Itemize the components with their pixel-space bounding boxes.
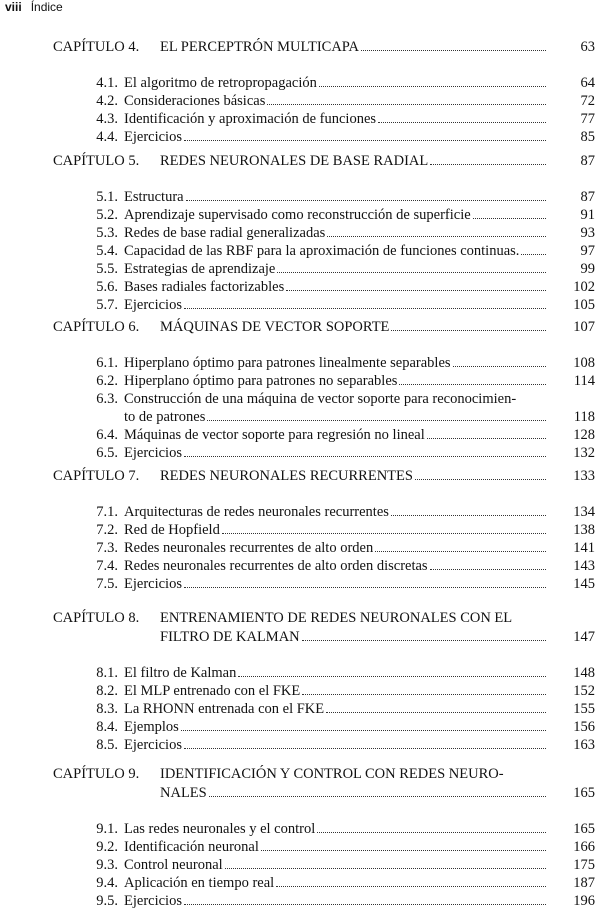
toc-section-entry[interactable]: [0, 278, 600, 296]
section-page-number: 72: [580, 93, 595, 109]
toc-section-entry[interactable]: [0, 892, 600, 910]
section-title: to de patrones: [124, 409, 206, 425]
dot-leader: [326, 712, 546, 713]
dot-leader: [415, 479, 546, 480]
chapter-title: REDES NEURONALES DE BASE RADIAL: [160, 153, 429, 169]
toc-section-entry[interactable]: [0, 444, 600, 462]
toc-section-entry[interactable]: [0, 700, 600, 718]
toc-section-entry[interactable]: [0, 736, 600, 754]
section-title: La RHONN entrenada con el FKE: [124, 701, 325, 717]
section-title-area: [124, 444, 548, 462]
section-title-area: [124, 736, 548, 754]
chapter-page-number: 107: [573, 319, 595, 335]
chapter-entry[interactable]: [0, 784, 600, 802]
section-number: 9.1.: [96, 821, 118, 837]
section-title: Redes neuronales recurrentes de alto orden: [124, 540, 374, 556]
section-number: 5.3.: [96, 225, 118, 241]
section-title: Ejercicios: [124, 893, 182, 909]
section-number: 7.1.: [96, 504, 118, 520]
section-page-number: 187: [573, 875, 595, 891]
section-page-number: 141: [573, 540, 595, 556]
section-page-number: 155: [573, 701, 595, 717]
section-page-number: 102: [573, 279, 595, 295]
dot-leader: [430, 164, 546, 165]
section-number: 9.2.: [96, 839, 118, 855]
toc-section-entry[interactable]: [0, 206, 600, 224]
chapter-page-number: 165: [573, 785, 595, 801]
section-page-number: 114: [573, 373, 595, 389]
section-title-area: [124, 206, 548, 224]
section-title: Máquinas de vector soporte para regresión no lineal: [124, 427, 425, 443]
section-number: 5.4.: [96, 243, 118, 259]
dot-leader: [302, 694, 546, 695]
section-title: Ejercicios: [124, 576, 182, 592]
section-title-area: [124, 408, 548, 426]
section-page-number: 91: [580, 207, 595, 223]
chapter-number: CAPÍTULO 6.: [53, 319, 140, 335]
section-number: 4.2.: [96, 93, 118, 109]
toc-section-entry[interactable]: [0, 539, 600, 557]
section-title-area: [124, 74, 548, 92]
section-title: Estructura: [124, 189, 184, 205]
toc-section-entry[interactable]: [0, 575, 600, 593]
section-title-area: [124, 110, 548, 128]
section-page-number: 156: [573, 719, 595, 735]
dot-leader: [378, 122, 546, 123]
section-title-area: [124, 820, 548, 838]
toc-section-entry[interactable]: [0, 820, 600, 838]
section-title-area: [124, 539, 548, 557]
dot-leader: [276, 886, 546, 887]
section-number: 8.4.: [96, 719, 118, 735]
section-title: Ejercicios: [124, 297, 182, 313]
section-title: Arquitecturas de redes neuronales recurrentes: [124, 504, 389, 520]
section-number: 5.6.: [96, 279, 118, 295]
section-page-number: 152: [573, 683, 595, 699]
toc-section-entry[interactable]: [0, 874, 600, 892]
section-page-number: 99: [580, 261, 595, 277]
toc-section-entry[interactable]: [0, 503, 600, 521]
chapter-title: EL PERCEPTRÓN MULTICAPA: [160, 39, 360, 55]
dot-leader: [184, 904, 546, 905]
section-number: 6.5.: [96, 445, 118, 461]
dot-leader: [327, 236, 546, 237]
section-page-number: 85: [580, 129, 595, 145]
dot-leader: [302, 640, 546, 641]
toc-section-entry[interactable]: [0, 838, 600, 856]
section-title-area: [124, 372, 548, 390]
toc-section-entry[interactable]: [0, 408, 600, 426]
chapter-title: ENTRENAMIENTO DE REDES NEURONALES CON EL: [160, 610, 513, 626]
section-number: 7.5.: [96, 576, 118, 592]
section-title-area: [124, 390, 548, 408]
section-number: 8.2.: [96, 683, 118, 699]
section-number: 4.1.: [96, 75, 118, 91]
section-page-number: 148: [573, 665, 595, 681]
section-title-area: [124, 700, 548, 718]
running-section-title: Índice: [30, 0, 63, 14]
section-number: 6.2.: [96, 373, 118, 389]
section-title: Aprendizaje supervisado como reconstrucción de superficie: [124, 207, 471, 223]
dot-leader: [319, 86, 546, 87]
toc-section-entry[interactable]: [0, 296, 600, 314]
section-title-area: [124, 128, 548, 146]
section-title-area: [124, 278, 548, 296]
section-title-area: [124, 296, 548, 314]
section-title-area: [124, 838, 548, 856]
section-title-area: [124, 856, 548, 874]
chapter-title: MÁQUINAS DE VECTOR SOPORTE: [160, 319, 390, 335]
section-title-area: [124, 575, 548, 593]
toc-section-entry[interactable]: [0, 74, 600, 92]
section-title: Bases radiales factorizables: [124, 279, 285, 295]
section-title: Identificación neuronal: [124, 839, 259, 855]
section-title-area: [124, 260, 548, 278]
section-title: Ejercicios: [124, 445, 182, 461]
chapter-title-area: [160, 318, 548, 336]
section-number: 7.3.: [96, 540, 118, 556]
chapter-page-number: 133: [573, 468, 595, 484]
section-title: Consideraciones básicas: [124, 93, 266, 109]
section-number: 7.4.: [96, 558, 118, 574]
section-number: 4.4.: [96, 129, 118, 145]
chapter-title: REDES NEURONALES RECURRENTES: [160, 468, 413, 484]
toc-section-entry[interactable]: [0, 242, 600, 260]
section-title: Identificación y aproximación de funciones: [124, 111, 377, 127]
section-number: 4.3.: [96, 111, 118, 127]
section-page-number: 143: [573, 558, 595, 574]
section-number: 5.7.: [96, 297, 118, 313]
chapter-title: NALES: [160, 785, 207, 801]
section-number: 8.3.: [96, 701, 118, 717]
section-page-number: 165: [573, 821, 595, 837]
section-page-number: 77: [580, 111, 595, 127]
chapter-title-area: [160, 784, 548, 802]
toc-section-entry[interactable]: [0, 426, 600, 444]
section-page-number: 196: [573, 893, 595, 909]
section-title: El algoritmo de retropropagación: [124, 75, 317, 91]
toc-section-entry[interactable]: [0, 224, 600, 242]
section-page-number: 166: [573, 839, 595, 855]
toc-section-entry[interactable]: [0, 92, 600, 110]
section-title-area: [124, 224, 548, 242]
section-title: Red de Hopfield: [124, 522, 220, 538]
dot-leader: [267, 104, 546, 105]
section-page-number: 132: [573, 445, 595, 461]
chapter-entry[interactable]: [0, 38, 600, 56]
section-page-number: 97: [580, 243, 595, 259]
chapter-entry[interactable]: [0, 467, 600, 485]
section-number: 9.3.: [96, 857, 118, 873]
section-number: 7.2.: [96, 522, 118, 538]
section-title: Control neuronal: [124, 857, 223, 873]
section-number: 6.3.: [96, 391, 118, 407]
dot-leader: [184, 456, 546, 457]
section-title: Las redes neuronales y el control: [124, 821, 316, 837]
toc-section-entry[interactable]: [0, 260, 600, 278]
dot-leader: [473, 218, 546, 219]
dot-leader: [361, 50, 546, 51]
chapter-title: IDENTIFICACIÓN Y CONTROL CON REDES NEURO-: [160, 766, 504, 782]
dot-leader: [184, 748, 546, 749]
section-page-number: 87: [580, 189, 595, 205]
chapter-title-area: [160, 609, 548, 627]
dot-leader: [181, 730, 546, 731]
section-title-area: [124, 354, 548, 372]
toc-section-entry[interactable]: [0, 856, 600, 874]
chapter-entry[interactable]: [0, 152, 600, 170]
section-title: Hiperplano óptimo para patrones linealmente separables: [124, 355, 451, 371]
section-title: Hiperplano óptimo para patrones no separables: [124, 373, 398, 389]
section-page-number: 163: [573, 737, 595, 753]
section-number: 5.5.: [96, 261, 118, 277]
section-title-area: [124, 188, 548, 206]
dot-leader: [391, 330, 546, 331]
dot-leader: [184, 587, 546, 588]
chapter-page-number: 147: [573, 629, 595, 645]
section-number: 6.1.: [96, 355, 118, 371]
section-page-number: 145: [573, 576, 595, 592]
section-number: 8.5.: [96, 737, 118, 753]
section-title: Construcción de una máquina de vector soporte para reconocimien-: [124, 391, 517, 407]
section-title: Redes neuronales recurrentes de alto orden discretas: [124, 558, 428, 574]
section-title: Ejercicios: [124, 129, 182, 145]
dot-leader: [375, 551, 546, 552]
chapter-title-area: [160, 765, 548, 783]
dot-leader: [207, 420, 546, 421]
dot-leader: [222, 533, 546, 534]
section-number: 9.4.: [96, 875, 118, 891]
dot-leader: [430, 569, 546, 570]
dot-leader: [521, 254, 546, 255]
section-title: Capacidad de las RBF para la aproximación de funciones continuas.: [124, 243, 520, 259]
toc-section-entry[interactable]: [0, 682, 600, 700]
section-title-area: [124, 874, 548, 892]
chapter-number: CAPÍTULO 4.: [53, 39, 140, 55]
chapter-number: CAPÍTULO 9.: [53, 766, 140, 782]
toc-section-entry[interactable]: [0, 718, 600, 736]
chapter-entry[interactable]: [0, 765, 600, 783]
chapter-page-number: 63: [580, 39, 595, 55]
section-title: Estrategias de aprendizaje: [124, 261, 276, 277]
toc-section-entry[interactable]: [0, 128, 600, 146]
toc-section-entry[interactable]: [0, 372, 600, 390]
section-page-number: 64: [580, 75, 595, 91]
dot-leader: [261, 850, 546, 851]
section-page-number: 93: [580, 225, 595, 241]
dot-leader: [286, 290, 546, 291]
toc-section-entry[interactable]: [0, 521, 600, 539]
dot-leader: [184, 140, 546, 141]
section-page-number: 134: [573, 504, 595, 520]
dot-leader: [453, 366, 546, 367]
section-title-area: [124, 682, 548, 700]
section-title: Aplicación en tiempo real: [124, 875, 275, 891]
chapter-entry[interactable]: [0, 318, 600, 336]
section-page-number: 128: [573, 427, 595, 443]
section-title: Ejemplos: [124, 719, 179, 735]
toc-section-entry[interactable]: [0, 664, 600, 682]
chapter-title-area: [160, 467, 548, 485]
dot-leader: [184, 308, 546, 309]
section-page-number: 118: [573, 409, 595, 425]
section-number: 5.2.: [96, 207, 118, 223]
section-title-area: [124, 521, 548, 539]
toc-section-entry[interactable]: [0, 390, 600, 408]
section-title: Ejercicios: [124, 737, 182, 753]
section-title-area: [124, 503, 548, 521]
dot-leader: [391, 515, 546, 516]
dot-leader: [427, 438, 546, 439]
section-title-area: [124, 892, 548, 910]
section-title: El MLP entrenado con el FKE: [124, 683, 301, 699]
chapter-number: CAPÍTULO 5.: [53, 153, 140, 169]
chapter-number: CAPÍTULO 7.: [53, 468, 140, 484]
chapter-title: FILTRO DE KALMAN: [160, 629, 300, 645]
section-page-number: 108: [573, 355, 595, 371]
section-title-area: [124, 557, 548, 575]
dot-leader: [399, 384, 546, 385]
section-page-number: 138: [573, 522, 595, 538]
section-title-area: [124, 426, 548, 444]
dot-leader: [238, 676, 546, 677]
chapter-title-area: [160, 38, 548, 56]
chapter-title-area: [160, 152, 548, 170]
toc-section-entry[interactable]: [0, 188, 600, 206]
section-number: 9.5.: [96, 893, 118, 909]
chapter-entry[interactable]: [0, 609, 600, 627]
page-number: viii: [5, 0, 22, 14]
chapter-entry[interactable]: [0, 628, 600, 646]
chapter-number: CAPÍTULO 8.: [53, 610, 140, 626]
section-number: 6.4.: [96, 427, 118, 443]
dot-leader: [186, 200, 546, 201]
section-number: 8.1.: [96, 665, 118, 681]
dot-leader: [317, 832, 546, 833]
toc-section-entry[interactable]: [0, 110, 600, 128]
section-title-area: [124, 242, 548, 260]
section-title-area: [124, 718, 548, 736]
toc-section-entry[interactable]: [0, 557, 600, 575]
section-title: Redes de base radial generalizadas: [124, 225, 326, 241]
dot-leader: [209, 796, 546, 797]
section-page-number: 105: [573, 297, 595, 313]
chapter-title-area: [160, 628, 548, 646]
section-title-area: [124, 664, 548, 682]
section-page-number: 175: [573, 857, 595, 873]
section-title: El filtro de Kalman: [124, 665, 237, 681]
dot-leader: [225, 868, 546, 869]
toc-section-entry[interactable]: [0, 354, 600, 372]
section-number: 5.1.: [96, 189, 118, 205]
dot-leader: [277, 272, 546, 273]
chapter-page-number: 87: [580, 153, 595, 169]
section-title-area: [124, 92, 548, 110]
